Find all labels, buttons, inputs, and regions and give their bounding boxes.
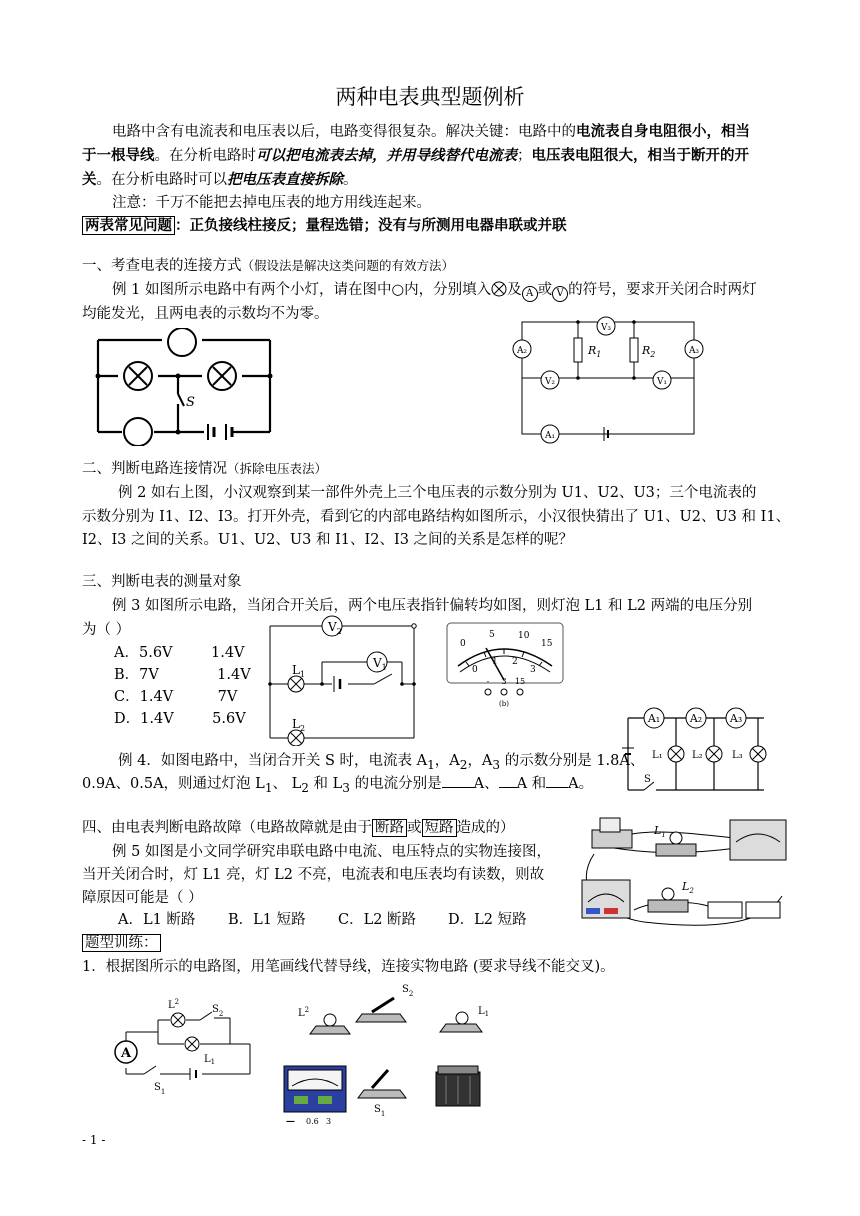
intro-line-3 [82, 170, 358, 190]
r2-label: $R_2$ [642, 344, 656, 359]
l1-label: $L_1$ [292, 663, 306, 679]
ex1-text: 或 [537, 282, 553, 298]
dial-tick: 10 [518, 631, 530, 641]
intro-text: 。在分析电路时可以 [96, 172, 227, 188]
intro-text: 。在分析电路时 [154, 148, 256, 164]
example-2-line-3: I2、I3 之间的关系。U1、U2、U3 和 I1、I2、I3 之间的关系是怎样的呢？ [82, 532, 574, 548]
ammeter-cross-icon [491, 282, 507, 298]
training-parts-figure [276, 980, 526, 1130]
example-5-apparatus-figure [574, 804, 794, 932]
intro-emphasis: 把电压表直接拆除 [227, 171, 343, 188]
training-question-1: 1．根据图所示的电路图，用笔画线代替导线，连接实物电路 (要求导线不能交叉)。 [82, 959, 615, 975]
terminal-label: 15 [514, 677, 526, 686]
example-4-line-2: 0.9A、0.5A，则通过灯泡 $L_1$、 $L_2$ 和 $L_3$ 的电流分别是 A、 A 和 A。 [82, 776, 594, 795]
intro-note: 注意：千万不能把去掉电压表的地方用线连起来。 [112, 195, 431, 211]
v1-label: V₁ [656, 377, 668, 387]
terminal-label: 3 [501, 677, 507, 686]
option-c: C．1.4V 7V [114, 689, 238, 705]
option-a: A．L1 断路 [118, 912, 196, 928]
v3-label: V₃ [600, 323, 612, 333]
fig4-switch-label: S [644, 774, 651, 785]
example-3-line-2: 为（ ） [82, 622, 131, 638]
short-circuit-term: 短路 [422, 819, 457, 837]
fig5-l2-label: $L_2$ [682, 880, 694, 895]
option-a: A．5.6V 1.4V [114, 645, 245, 661]
training-l2-label: $L^2$ [168, 998, 180, 1011]
fig4-a1-label: A₁ [647, 712, 661, 725]
terminal-label: - [486, 677, 490, 686]
answer-blank-3[interactable] [546, 787, 568, 788]
fig4-l2-label: L₂ [692, 750, 703, 761]
meter-minus-label: — [286, 1117, 295, 1127]
a2-label: A₂ [516, 346, 528, 356]
training-label: 题型训练： [82, 933, 161, 953]
example-1-line-1 [112, 280, 757, 302]
dial-tick: 3 [530, 665, 536, 675]
example-4-line-1: 例 4．如图电路中，当闭合开关 S 时，电流表 $A_1$，$A_2$，$A_3$ 的示数分别是 1.8A、 [118, 753, 645, 772]
a1-label: A₁ [544, 431, 556, 441]
intro-text: 。 [343, 172, 358, 188]
voltmeter-symbol-icon: V [552, 286, 568, 302]
example-5-line-2: 当开关闭合时，灯 L1 亮，灯 L2 不亮，电流表和电压表均有读数，则故 [82, 867, 545, 883]
dial-tick: 1 [492, 657, 498, 667]
a3-label: A₃ [688, 346, 700, 356]
intro-emphasis: 电流表自身电阻很小，相当 [576, 123, 750, 140]
section-1-title: 一、考查电表的连接方式 [82, 258, 242, 274]
example-5-options [118, 910, 527, 930]
page-number: - 1 - [82, 1133, 106, 1147]
ex1-text: 的符号，要求开关闭合时两灯 [568, 282, 757, 298]
training-circuit-figure [104, 996, 254, 1096]
meter-range-label: 0.6 [306, 1117, 319, 1126]
example-4-circuit-figure [614, 702, 774, 794]
example-3-circuit-figure [262, 614, 430, 746]
section-1-heading [82, 256, 454, 276]
switch-label: S [186, 395, 195, 410]
training-l1-label: $L_1$ [204, 1054, 216, 1066]
dial-tick: 0 [472, 665, 478, 675]
section-2-title: 二、判断电路连接情况 [82, 461, 227, 477]
section-4-heading: 四、由电表判断电路故障（电路故障就是由于 断路 或 短路 造成的） [82, 820, 515, 836]
parts-s1-label: $S_1$ [374, 1104, 386, 1118]
section-2-note: （拆除电压表法） [227, 461, 328, 476]
dial-tick: 5 [489, 630, 495, 640]
option-d: D．1.4V 5.6V [114, 711, 246, 727]
example-3-line-1: 例 3 如图所示电路，当闭合开关后，两个电压表指针偏转均如图，则灯泡 L1 和 L2 两端的电压分别 [112, 598, 753, 614]
page-title: 两种电表典型题例析 [335, 85, 525, 109]
v1-meter-label: $V_1$ [373, 656, 387, 672]
meter-range-label: 3 [326, 1117, 332, 1126]
intro-emphasis: 于一根导线 [82, 147, 155, 164]
parts-l2-label: $L^2$ [298, 1006, 310, 1019]
v2-label: V₂ [544, 377, 556, 387]
ex1-text: 例 1 如图所示电路中有两个小灯，请在图中○内，分别填入 [112, 282, 492, 298]
example-1-line-2: 均能发光，且两电表的示数均不为零。 [82, 306, 329, 322]
fig4-a3-label: A₃ [729, 712, 743, 725]
common-problems-text: ：正负接线柱接反；量程选错；没有与所测用电器串联或并联 [175, 217, 567, 234]
dial-caption: (b) [499, 700, 509, 708]
common-problems-label: 两表常见问题 [82, 216, 175, 235]
parts-s2-label: $S_2$ [402, 984, 414, 998]
intro-text: ； [517, 148, 532, 164]
answer-blank-2[interactable] [499, 787, 517, 788]
example-2-line-1: 例 2 如右上图，小汉观察到某一部件外壳上三个电压表的示数分别为 U1、U2、U3；三个电流表的 [118, 485, 757, 501]
dial-tick: 2 [512, 657, 518, 667]
example-1-circuit-figure [92, 328, 282, 446]
example-2-circuit-figure [508, 314, 708, 448]
option-b: B．7V 1.4V [114, 667, 251, 683]
example-5-line-1: 例 5 如图是小文同学研究串联电路中电流、电压特点的实物连接图， [112, 844, 551, 860]
training-s2-label: $S_2$ [212, 1004, 224, 1018]
ex1-text: 及 [507, 282, 522, 298]
voltmeter-dial-figure [446, 622, 564, 708]
dial-tick: 15 [541, 639, 553, 649]
section-1-note: （假设法是解决这类问题的有效方法） [241, 258, 455, 273]
section-2-heading [82, 459, 327, 479]
intro-text: 电路中含有电流表和电压表以后，电路变得很复杂。解决关键：电路中的 [112, 124, 576, 140]
v2-meter-label: $V_2$ [328, 620, 342, 636]
intro-emphasis: 可以把电流表去掉，并用导线替代电流表 [256, 147, 517, 164]
option-b: B．L1 短路 [228, 912, 306, 928]
option-d: D．L2 短路 [448, 912, 527, 928]
answer-blank-1[interactable] [442, 787, 474, 788]
training-ammeter-label: A [120, 1046, 132, 1061]
parts-l1-label: $L_1$ [478, 1006, 490, 1018]
intro-emphasis: 关 [82, 171, 97, 188]
fig4-l3-label: L₃ [732, 750, 743, 761]
intro-line-2 [82, 146, 749, 166]
fig4-l1-label: L₁ [652, 750, 663, 761]
option-c: C．L2 断路 [338, 912, 417, 928]
fig5-l1-label: $L_1$ [654, 824, 666, 839]
intro-line-1 [112, 122, 750, 142]
l2-label: $L_2$ [292, 717, 306, 733]
example-2-line-2: 示数分别为 I1、I2、I3。打开外壳，看到它的内部电路结构如图所示，小汉很快猜出了 U1、U2、U3 和 I1、 [82, 509, 791, 525]
section-3-heading: 三、判断电表的测量对象 [82, 574, 242, 590]
open-circuit-term: 断路 [372, 819, 407, 837]
ammeter-symbol-icon: A [522, 286, 538, 302]
r1-label: $R_1$ [588, 344, 602, 359]
training-s1-label: $S_1$ [154, 1082, 166, 1096]
fig4-a2-label: A₂ [689, 712, 703, 725]
example-5-line-3: 障原因可能是（ ） [82, 890, 203, 906]
common-problems [82, 216, 567, 236]
dial-tick: 0 [460, 639, 466, 649]
intro-emphasis: 电压表电阻很大，相当于断开的开 [531, 147, 749, 164]
